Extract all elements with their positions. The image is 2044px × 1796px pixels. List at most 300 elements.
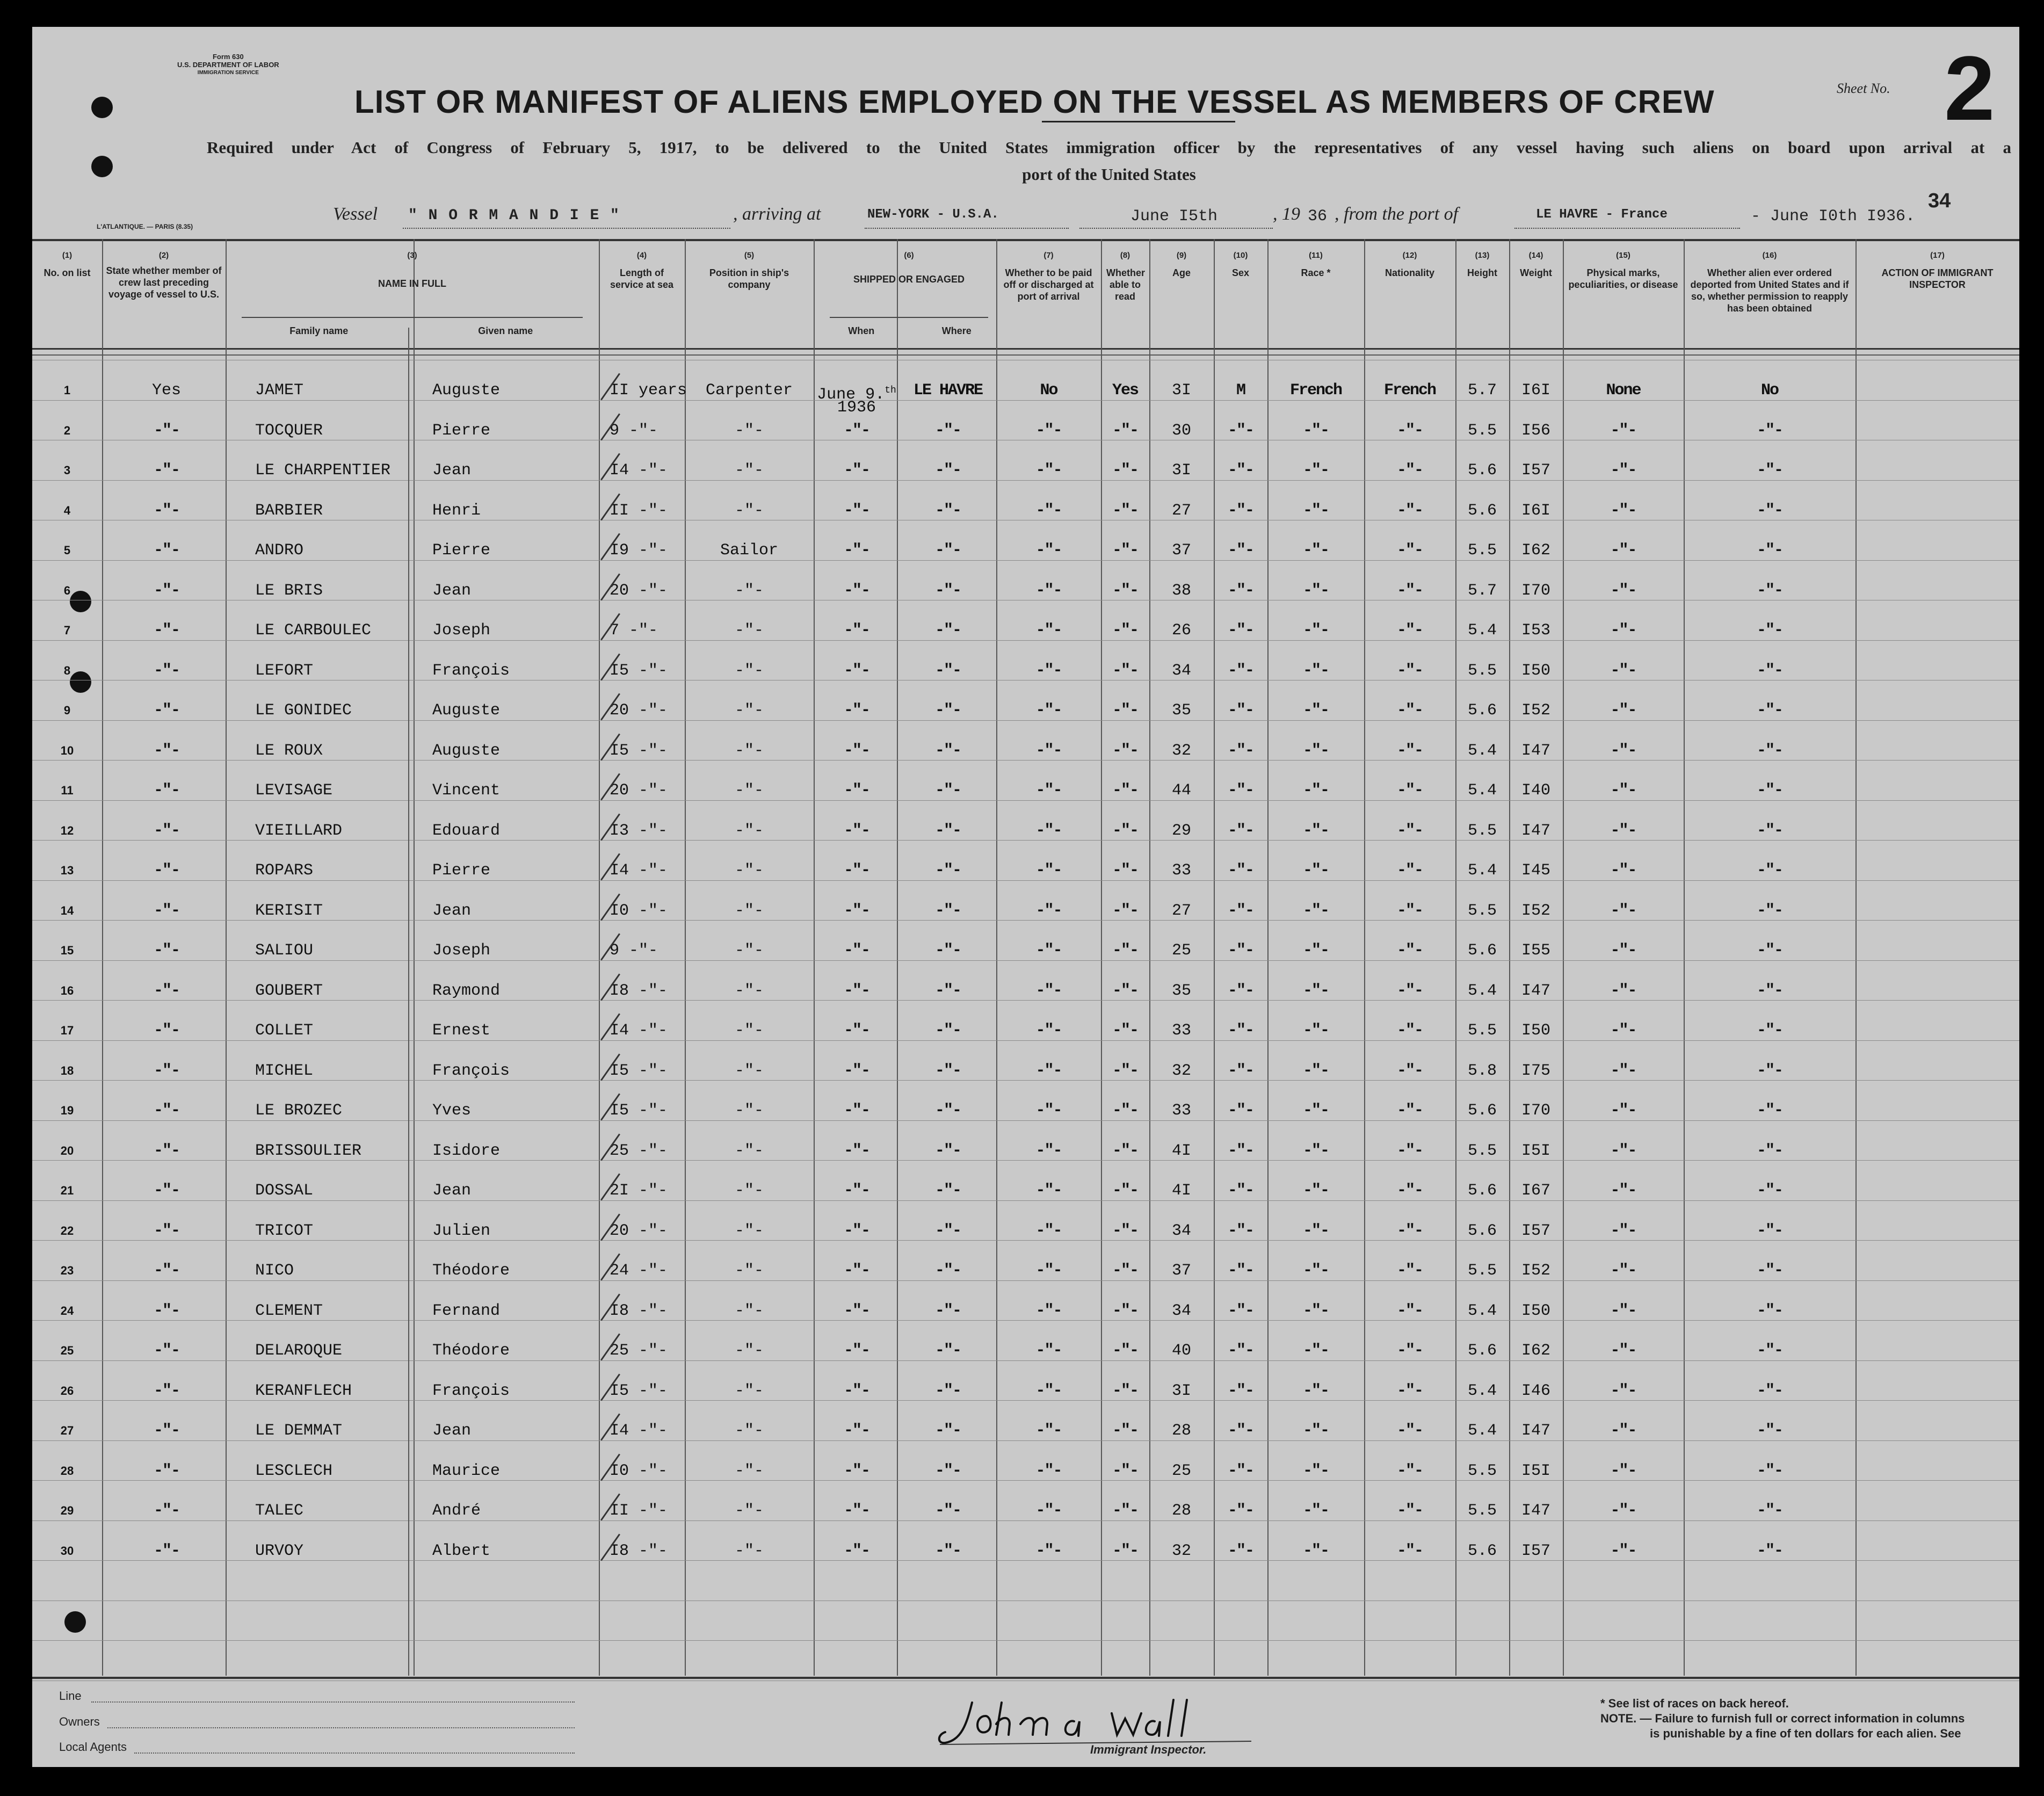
previous-voyage: -"- bbox=[153, 1262, 179, 1280]
physical-marks: -"- bbox=[1610, 942, 1636, 960]
deportation-status: -"- bbox=[1756, 781, 1782, 800]
previous-voyage: -"- bbox=[153, 1102, 179, 1120]
length-of-service: I9 -"- bbox=[610, 541, 668, 560]
page-reference: 34 bbox=[1928, 190, 1951, 212]
footer-notes bbox=[1600, 1696, 1965, 1741]
shipped-where: -"- bbox=[934, 1342, 961, 1360]
given-name: Isidore bbox=[432, 1141, 501, 1160]
age: 30 bbox=[1171, 421, 1191, 440]
sex: -"- bbox=[1227, 1502, 1253, 1520]
height: 5.5 bbox=[1467, 1262, 1497, 1280]
footer-rule bbox=[32, 1677, 2019, 1679]
ship-position: -"- bbox=[734, 1461, 764, 1480]
row-number: 30 bbox=[60, 1544, 74, 1558]
previous-voyage: -"- bbox=[153, 1221, 179, 1240]
length-of-service: I3 -"- bbox=[610, 821, 668, 840]
column-number: (4) bbox=[636, 251, 647, 260]
paid-off: -"- bbox=[1035, 741, 1062, 760]
column-label: Position in ship's company bbox=[709, 267, 789, 290]
weight: I75 bbox=[1521, 1061, 1550, 1080]
physical-marks: -"- bbox=[1610, 421, 1636, 440]
shipped-where: -"- bbox=[934, 1541, 961, 1560]
column-header bbox=[1455, 250, 1509, 279]
column-header bbox=[1855, 250, 2019, 291]
column-label: Race * bbox=[1301, 267, 1331, 278]
from-port: LE HAVRE - France bbox=[1536, 207, 1668, 222]
physical-marks: -"- bbox=[1610, 821, 1636, 840]
shipped-when: -"- bbox=[843, 1422, 869, 1440]
physical-marks: -"- bbox=[1610, 861, 1636, 880]
previous-voyage: -"- bbox=[153, 461, 179, 480]
length-of-service: I8 -"- bbox=[610, 1301, 668, 1320]
given-name: Albert bbox=[432, 1541, 491, 1560]
race: -"- bbox=[1302, 621, 1329, 640]
ship-position: -"- bbox=[734, 1102, 764, 1120]
ship-position: -"- bbox=[734, 821, 764, 840]
column-label: Height bbox=[1467, 267, 1497, 278]
paid-off: -"- bbox=[1035, 1221, 1062, 1240]
physical-marks: -"- bbox=[1610, 1502, 1636, 1520]
physical-marks: -"- bbox=[1610, 581, 1636, 600]
able-to-read: -"- bbox=[1112, 1502, 1138, 1520]
column-label: No. on list bbox=[44, 267, 91, 278]
column-header bbox=[599, 250, 685, 291]
row-rule bbox=[32, 560, 2019, 561]
paid-off: -"- bbox=[1035, 821, 1062, 840]
able-to-read: -"- bbox=[1112, 1461, 1138, 1480]
family-name: LE DEMMAT bbox=[255, 1422, 343, 1440]
column-header bbox=[1267, 250, 1364, 279]
length-of-service: 25 -"- bbox=[610, 1141, 668, 1160]
length-of-service: 24 -"- bbox=[610, 1262, 668, 1280]
ship-position: -"- bbox=[734, 901, 764, 920]
shipped-when: -"- bbox=[843, 1502, 869, 1520]
sex: -"- bbox=[1227, 501, 1253, 520]
shipped-where: -"- bbox=[934, 781, 961, 800]
deportation-status: -"- bbox=[1756, 942, 1782, 960]
row-rule bbox=[32, 1240, 2019, 1241]
column-number: (11) bbox=[1309, 251, 1323, 260]
physical-marks: -"- bbox=[1610, 781, 1636, 800]
length-of-service: I0 -"- bbox=[610, 1461, 668, 1480]
age: 4I bbox=[1171, 1182, 1191, 1200]
sheet-number: 2 bbox=[1944, 38, 1995, 140]
row-number: 5 bbox=[63, 544, 71, 557]
row-number: 7 bbox=[63, 624, 71, 637]
given-name: Auguste bbox=[432, 701, 501, 720]
shipped-where: -"- bbox=[934, 1061, 961, 1080]
family-name: BARBIER bbox=[255, 501, 323, 520]
paid-off: -"- bbox=[1035, 701, 1062, 720]
ship-position: -"- bbox=[734, 661, 764, 680]
weight: I67 bbox=[1521, 1182, 1550, 1200]
able-to-read: -"- bbox=[1112, 501, 1138, 520]
punch-hole bbox=[91, 97, 113, 118]
physical-marks: None bbox=[1606, 381, 1641, 400]
race: -"- bbox=[1302, 1102, 1329, 1120]
shipped-when: June 9.$^{th}$ bbox=[817, 385, 896, 404]
paid-off: -"- bbox=[1035, 1301, 1062, 1320]
row-rule bbox=[32, 1120, 2019, 1121]
race: -"- bbox=[1302, 1541, 1329, 1560]
race: -"- bbox=[1302, 1461, 1329, 1480]
age: 34 bbox=[1171, 1221, 1191, 1240]
able-to-read: -"- bbox=[1112, 901, 1138, 920]
deportation-status: -"- bbox=[1756, 1502, 1782, 1520]
deportation-status: -"- bbox=[1756, 981, 1782, 1000]
subcolumn-label: When bbox=[848, 325, 875, 336]
row-number: 28 bbox=[60, 1464, 74, 1478]
deportation-status: -"- bbox=[1756, 1221, 1782, 1240]
sex: -"- bbox=[1227, 1461, 1253, 1480]
legal-notice bbox=[207, 134, 2011, 188]
row-number: 1 bbox=[63, 383, 71, 397]
row-number: 24 bbox=[60, 1303, 74, 1317]
shipped-where: -"- bbox=[934, 1301, 961, 1320]
able-to-read: -"- bbox=[1112, 1102, 1138, 1120]
paid-off: -"- bbox=[1035, 1061, 1062, 1080]
length-of-service: 20 -"- bbox=[610, 581, 668, 600]
row-number: 27 bbox=[60, 1424, 74, 1437]
height: 5.5 bbox=[1467, 1141, 1497, 1160]
shipped-where: -"- bbox=[934, 981, 961, 1000]
ship-position: -"- bbox=[734, 1502, 764, 1520]
race: -"- bbox=[1302, 1221, 1329, 1240]
weight: I50 bbox=[1521, 661, 1550, 680]
race-note: * See list of races on back hereof. bbox=[1600, 1697, 1789, 1710]
deportation-status: -"- bbox=[1756, 581, 1782, 600]
column-number: (10) bbox=[1233, 251, 1248, 260]
row-number: 12 bbox=[60, 823, 74, 837]
nationality: -"- bbox=[1396, 1022, 1423, 1040]
sex: -"- bbox=[1227, 781, 1253, 800]
column-header bbox=[814, 250, 1004, 285]
row-rule bbox=[32, 880, 2019, 881]
family-name: KERANFLECH bbox=[255, 1381, 352, 1400]
column-number: (1) bbox=[62, 251, 73, 260]
column-label: Nationality bbox=[1385, 267, 1434, 278]
row-number: 25 bbox=[60, 1344, 74, 1357]
height: 5.5 bbox=[1467, 421, 1497, 440]
column-header bbox=[226, 250, 599, 289]
nationality: -"- bbox=[1396, 942, 1423, 960]
height: 5.6 bbox=[1467, 1541, 1497, 1560]
ship-position: -"- bbox=[734, 1381, 764, 1400]
previous-voyage: -"- bbox=[153, 1541, 179, 1560]
given-name: François bbox=[432, 1381, 510, 1400]
ship-position: -"- bbox=[734, 942, 764, 960]
weight: I47 bbox=[1521, 1422, 1550, 1440]
weight: I5I bbox=[1521, 1141, 1550, 1160]
shipped-when: -"- bbox=[843, 821, 869, 840]
shipped-where: -"- bbox=[934, 741, 961, 760]
column-label: Length of service at sea bbox=[610, 267, 674, 290]
deportation-status: -"- bbox=[1756, 1102, 1782, 1120]
sex: -"- bbox=[1227, 1301, 1253, 1320]
ship-position: -"- bbox=[734, 1022, 764, 1040]
able-to-read: -"- bbox=[1112, 1301, 1138, 1320]
row-rule bbox=[32, 1160, 2019, 1161]
column-number: (5) bbox=[744, 251, 755, 260]
shipped-where: LE HAVRE bbox=[913, 381, 983, 400]
column-header bbox=[1214, 250, 1267, 279]
row-rule bbox=[32, 1360, 2019, 1361]
weight: I47 bbox=[1521, 1502, 1550, 1520]
shipped-where: -"- bbox=[934, 1141, 961, 1160]
deportation-status: -"- bbox=[1756, 1461, 1782, 1480]
column-label: Whether alien ever ordered deported from United States and if so, whether permission to reapply has been obtained bbox=[1690, 267, 1849, 314]
shipped-where: -"- bbox=[934, 541, 961, 560]
previous-voyage: -"- bbox=[153, 1022, 179, 1040]
paid-off: -"- bbox=[1035, 1342, 1062, 1360]
departure-date: - June I0th I936. bbox=[1751, 207, 1916, 226]
sex: -"- bbox=[1227, 981, 1253, 1000]
height: 5.6 bbox=[1467, 942, 1497, 960]
physical-marks: -"- bbox=[1610, 1141, 1636, 1160]
owners-field bbox=[107, 1727, 575, 1729]
deportation-status: -"- bbox=[1756, 1301, 1782, 1320]
shipped-where: -"- bbox=[934, 661, 961, 680]
given-name: Jean bbox=[432, 901, 472, 920]
family-name: LE CARBOULEC bbox=[255, 621, 372, 640]
deportation-status: -"- bbox=[1756, 1262, 1782, 1280]
family-name: CLEMENT bbox=[255, 1301, 323, 1320]
deportation-status: -"- bbox=[1756, 541, 1782, 560]
column-number: (7) bbox=[1043, 251, 1054, 260]
from-port-label: , from the port of bbox=[1335, 204, 1459, 224]
form-number: Form 630 bbox=[212, 53, 244, 61]
paid-off: -"- bbox=[1035, 1461, 1062, 1480]
able-to-read: -"- bbox=[1112, 661, 1138, 680]
height: 5.4 bbox=[1467, 781, 1497, 800]
row-rule bbox=[32, 1280, 2019, 1281]
height: 5.8 bbox=[1467, 1061, 1497, 1080]
race: -"- bbox=[1302, 1381, 1329, 1400]
ship-position: -"- bbox=[734, 461, 764, 480]
weight: I52 bbox=[1521, 901, 1550, 920]
weight: I57 bbox=[1521, 1221, 1550, 1240]
row-number: 14 bbox=[60, 903, 74, 917]
column-number: (12) bbox=[1402, 251, 1417, 260]
local-agents-field bbox=[134, 1752, 575, 1754]
age: 3I bbox=[1171, 381, 1191, 400]
ship-position: -"- bbox=[734, 981, 764, 1000]
physical-marks: -"- bbox=[1610, 1342, 1636, 1360]
shipped-when: -"- bbox=[843, 421, 869, 440]
previous-voyage: -"- bbox=[153, 821, 179, 840]
ship-position: -"- bbox=[734, 421, 764, 440]
family-name: COLLET bbox=[255, 1022, 314, 1040]
family-name: DOSSAL bbox=[255, 1182, 314, 1200]
penalty-note: NOTE. — Failure to furnish full or correct information in columns bbox=[1600, 1712, 1965, 1725]
shipped-when: -"- bbox=[843, 901, 869, 920]
date-underline bbox=[1079, 228, 1273, 230]
length-of-service: I5 -"- bbox=[610, 661, 668, 680]
ship-position: -"- bbox=[734, 1342, 764, 1360]
given-name: Pierre bbox=[432, 861, 491, 880]
physical-marks: -"- bbox=[1610, 1541, 1636, 1560]
given-name: François bbox=[432, 661, 510, 680]
family-name: LE BROZEC bbox=[255, 1102, 343, 1120]
column-label: Sex bbox=[1231, 267, 1250, 278]
age: 37 bbox=[1171, 541, 1191, 560]
race: -"- bbox=[1302, 781, 1329, 800]
row-rule bbox=[32, 480, 2019, 481]
length-of-service: I5 -"- bbox=[610, 1102, 668, 1120]
subcolumn-label: Given name bbox=[478, 325, 533, 336]
from-port-underline bbox=[1514, 228, 1740, 230]
year-prefix: , 19 bbox=[1273, 204, 1300, 224]
able-to-read: -"- bbox=[1112, 1262, 1138, 1280]
nationality: -"- bbox=[1396, 1381, 1423, 1400]
nationality: -"- bbox=[1396, 981, 1423, 1000]
sex: -"- bbox=[1227, 1342, 1253, 1360]
weight: I46 bbox=[1521, 1381, 1550, 1400]
row-number: 29 bbox=[60, 1504, 74, 1517]
height: 5.4 bbox=[1467, 861, 1497, 880]
ship-position: -"- bbox=[734, 861, 764, 880]
shipped-where: -"- bbox=[934, 1461, 961, 1480]
weight: I62 bbox=[1521, 541, 1550, 560]
weight: I47 bbox=[1521, 741, 1550, 760]
nationality: French bbox=[1383, 381, 1436, 400]
column-number: (13) bbox=[1475, 251, 1490, 260]
paid-off: -"- bbox=[1035, 1102, 1062, 1120]
shipped-where: -"- bbox=[934, 1381, 961, 1400]
age: 25 bbox=[1171, 942, 1191, 960]
page-title: LIST OR MANIFEST OF ALIENS EMPLOYED ON THE VESSEL AS MEMBERS OF CREW bbox=[354, 84, 1715, 120]
nationality: -"- bbox=[1396, 461, 1423, 480]
column-header bbox=[32, 250, 102, 279]
sex: -"- bbox=[1227, 821, 1253, 840]
arriving-underline bbox=[865, 228, 1069, 230]
previous-voyage: -"- bbox=[153, 1461, 179, 1480]
column-number: (9) bbox=[1176, 251, 1187, 260]
previous-voyage: -"- bbox=[153, 1182, 179, 1200]
height: 5.6 bbox=[1467, 461, 1497, 480]
sex: -"- bbox=[1227, 1022, 1253, 1040]
deportation-status: -"- bbox=[1756, 421, 1782, 440]
family-name: ROPARS bbox=[255, 861, 314, 880]
family-name: BRISSOULIER bbox=[255, 1141, 362, 1160]
physical-marks: -"- bbox=[1610, 501, 1636, 520]
ship-position: -"- bbox=[734, 1541, 764, 1560]
vessel-name: " N O R M A N D I E " bbox=[408, 207, 620, 224]
height: 5.6 bbox=[1467, 1102, 1497, 1120]
length-of-service: II -"- bbox=[610, 501, 668, 520]
length-of-service: 25 -"- bbox=[610, 1342, 668, 1360]
previous-voyage: -"- bbox=[153, 942, 179, 960]
sex: -"- bbox=[1227, 701, 1253, 720]
header-separator bbox=[32, 348, 2019, 350]
paid-off: -"- bbox=[1035, 581, 1062, 600]
family-name: URVOY bbox=[255, 1541, 304, 1560]
shipped-when: -"- bbox=[843, 581, 869, 600]
previous-voyage: -"- bbox=[153, 581, 179, 600]
age: 25 bbox=[1171, 1461, 1191, 1480]
shipped-when: -"- bbox=[843, 1061, 869, 1080]
sex: -"- bbox=[1227, 1422, 1253, 1440]
shipped-when: -"- bbox=[843, 1541, 869, 1560]
ship-position: Sailor bbox=[720, 541, 779, 560]
sex: -"- bbox=[1227, 901, 1253, 920]
ship-position: -"- bbox=[734, 621, 764, 640]
length-of-service: I4 -"- bbox=[610, 1022, 668, 1040]
paid-off: -"- bbox=[1035, 1502, 1062, 1520]
column-header bbox=[102, 250, 226, 300]
physical-marks: -"- bbox=[1610, 621, 1636, 640]
age: 33 bbox=[1171, 1102, 1191, 1120]
sheet-label: Sheet No. bbox=[1837, 81, 1890, 96]
race: -"- bbox=[1302, 942, 1329, 960]
family-name: LE CHARPENTIER bbox=[255, 461, 391, 480]
row-rule bbox=[32, 1560, 2019, 1561]
shipped-where: -"- bbox=[934, 501, 961, 520]
previous-voyage: -"- bbox=[153, 1141, 179, 1160]
row-rule bbox=[32, 640, 2019, 641]
row-number: 11 bbox=[61, 784, 74, 797]
previous-voyage: -"- bbox=[153, 701, 179, 720]
physical-marks: -"- bbox=[1610, 1182, 1636, 1200]
age: 3I bbox=[1171, 461, 1191, 480]
local-agents-label: Local Agents bbox=[59, 1740, 127, 1754]
shipped-when: -"- bbox=[843, 1102, 869, 1120]
column-number: (2) bbox=[158, 251, 169, 260]
family-name: KERISIT bbox=[255, 901, 323, 920]
sex: -"- bbox=[1227, 1061, 1253, 1080]
previous-voyage: -"- bbox=[153, 741, 179, 760]
weight: I50 bbox=[1521, 1301, 1550, 1320]
row-rule bbox=[32, 1200, 2019, 1201]
race: -"- bbox=[1302, 1502, 1329, 1520]
age: 38 bbox=[1171, 581, 1191, 600]
given-name: Pierre bbox=[432, 421, 491, 440]
race: -"- bbox=[1302, 1262, 1329, 1280]
weight: I53 bbox=[1521, 621, 1550, 640]
weight: I6I bbox=[1521, 381, 1550, 400]
nationality: -"- bbox=[1396, 661, 1423, 680]
row-number: 6 bbox=[63, 583, 71, 597]
deportation-status: -"- bbox=[1756, 461, 1782, 480]
paid-off: -"- bbox=[1035, 1141, 1062, 1160]
shipped-when: -"- bbox=[843, 1022, 869, 1040]
inspector-signature bbox=[934, 1692, 1257, 1751]
row-rule bbox=[32, 1520, 2019, 1521]
height: 5.5 bbox=[1467, 1461, 1497, 1480]
paid-off: -"- bbox=[1035, 541, 1062, 560]
deportation-status: -"- bbox=[1756, 741, 1782, 760]
column-rule bbox=[414, 239, 415, 1676]
given-name: Henri bbox=[432, 501, 481, 520]
length-of-service: II -"- bbox=[610, 1502, 668, 1520]
given-name: Jean bbox=[432, 1422, 472, 1440]
punch-hole bbox=[91, 156, 113, 177]
family-name: MICHEL bbox=[255, 1061, 314, 1080]
column-number: (16) bbox=[1762, 251, 1777, 260]
height: 5.7 bbox=[1467, 581, 1497, 600]
shipped-when: -"- bbox=[843, 661, 869, 680]
title-underline bbox=[1042, 121, 1235, 122]
row-number: 16 bbox=[60, 983, 74, 997]
sex: -"- bbox=[1227, 581, 1253, 600]
shipped-when: -"- bbox=[843, 981, 869, 1000]
shipped-where: -"- bbox=[934, 1422, 961, 1440]
race: -"- bbox=[1302, 821, 1329, 840]
row-number: 3 bbox=[63, 464, 71, 477]
height: 5.5 bbox=[1467, 901, 1497, 920]
row-number: 22 bbox=[60, 1223, 74, 1237]
previous-voyage: -"- bbox=[153, 1422, 179, 1440]
